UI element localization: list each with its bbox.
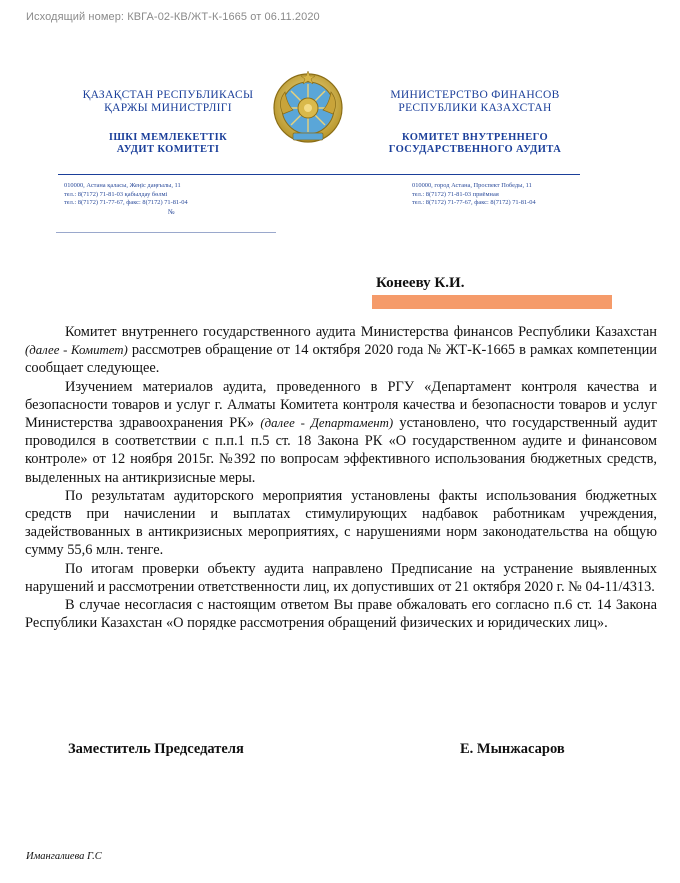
registration-number-label: № xyxy=(168,208,175,216)
letter-body xyxy=(25,323,657,632)
letterhead-left-committee xyxy=(58,132,278,156)
paragraph-5: В случае несогласия с настоящим ответом Вы праве обжаловать его согласно п.6 ст. 14 Закона Республики Казахстан «О порядке рассмотрения обращений физических и юридических лиц». xyxy=(25,597,657,632)
redaction-bar xyxy=(372,295,612,309)
address-left-line1: 010000, Астана қаласы, Жеңіс даңғылы, 11 xyxy=(64,182,181,189)
paragraph-2 xyxy=(25,378,657,487)
executor-name: Имангалиева Г.С xyxy=(26,851,102,862)
kazakhstan-emblem-icon xyxy=(271,70,345,148)
outgoing-number: Исходящий номер: КВГА-02-КВ/ЖТ-К-1665 от 06.11.2020 xyxy=(26,11,320,23)
paragraph-4: По итогам проверки объекту аудита направлено Предписание на устранение выявленных нарушений и рассмотрении ответственности лиц, их допустивших от 21 октября 2020 г. № 04-11/4313. xyxy=(25,560,657,595)
address-right-line1: 010000, город Астана, Проспект Победы, 11 xyxy=(412,182,532,189)
paragraph-1 xyxy=(25,323,657,378)
letterhead-left-ministry xyxy=(58,89,278,115)
paragraph-2-text-b: установлено, что государственный аудит проводился в соответствии с п.п.1 п.5 ст. 18 Закона РК «О государственном аудите и финансовом контроле» от 12 ноября 2015г. №392 по вопросам эффективного использования бюджетных средств, выделенных на антикризисные меры. xyxy=(25,415,657,486)
letterhead-right-line1: МИНИСТЕРСТВО ФИНАНСОВ xyxy=(390,89,560,101)
letterhead-left-sub1: ІШКІ МЕМЛЕКЕТТІК xyxy=(108,132,228,143)
letterhead-right-committee xyxy=(380,132,570,156)
address-right-line2: тел.: 8(7172) 71-81-03 приёмная xyxy=(412,190,499,198)
paragraph-2-note: (далее - Департамент) xyxy=(260,416,394,431)
registration-line xyxy=(56,232,276,233)
letterhead-right-sub1: КОМИТЕТ ВНУТРЕННЕГО xyxy=(401,132,549,143)
address-left-line3: тел.: 8(7172) 71-77-67, факс: 8(7172) 71-81-04 xyxy=(64,199,188,207)
address-right-line3: тел.: 8(7172) 71-77-67, факс: 8(7172) 71-81-04 xyxy=(412,199,536,207)
letterhead-divider xyxy=(58,174,580,175)
paragraph-1-text-b: рассмотрев обращение от 14 октября 2020 года № ЖТ-К-1665 в рамках компетенции сообщает следующее. xyxy=(25,342,657,377)
letterhead-left-sub2: АУДИТ КОМИТЕТІ xyxy=(116,144,220,155)
address-left xyxy=(64,182,264,208)
paragraph-2-text-a: Изучением материалов аудита, проведенного в РГУ «Департамент контроля качества и безопасности товаров и услуг г. Алматы Комитета контроля качества и безопасности товаров и услуг Министерства здравоохранения РК» xyxy=(25,378,657,432)
addressee: Конееву К.И. xyxy=(376,275,465,291)
address-left-line2: тел.: 8(7172) 71-81-03 қабылдау бөлмі xyxy=(64,190,168,198)
letterhead-right-sub2: ГОСУДАРСТВЕННОГО АУДИТА xyxy=(388,144,562,155)
letterhead-right-ministry xyxy=(380,89,570,115)
paragraph-3: По результатам аудиторского мероприятия установлены факты использования бюджетных средств при начислении и выплатах стимулирующих надбавок работникам учреждения, задействованных в антикризисных мероприятиях, с нарушениями норм законодательства на общую сумму 55,6 млн. тенге. xyxy=(25,487,657,559)
letterhead-left-line2: ҚАРЖЫ МИНИСТРЛІГІ xyxy=(104,102,232,114)
letterhead-left-line1: ҚАЗАҚСТАН РЕСПУБЛИКАСЫ xyxy=(82,89,254,101)
address-right xyxy=(412,182,587,208)
paragraph-1-text-a: Комитет внутреннего государственного аудита Министерства финансов Республики Казахстан xyxy=(65,324,657,340)
paragraph-1-note: (далее - Комитет) xyxy=(25,343,128,358)
signature-position: Заместитель Председателя xyxy=(68,741,244,757)
letterhead-right-line2: РЕСПУБЛИКИ КАЗАХСТАН xyxy=(398,102,552,114)
signature-name: Е. Мынжасаров xyxy=(460,741,565,757)
